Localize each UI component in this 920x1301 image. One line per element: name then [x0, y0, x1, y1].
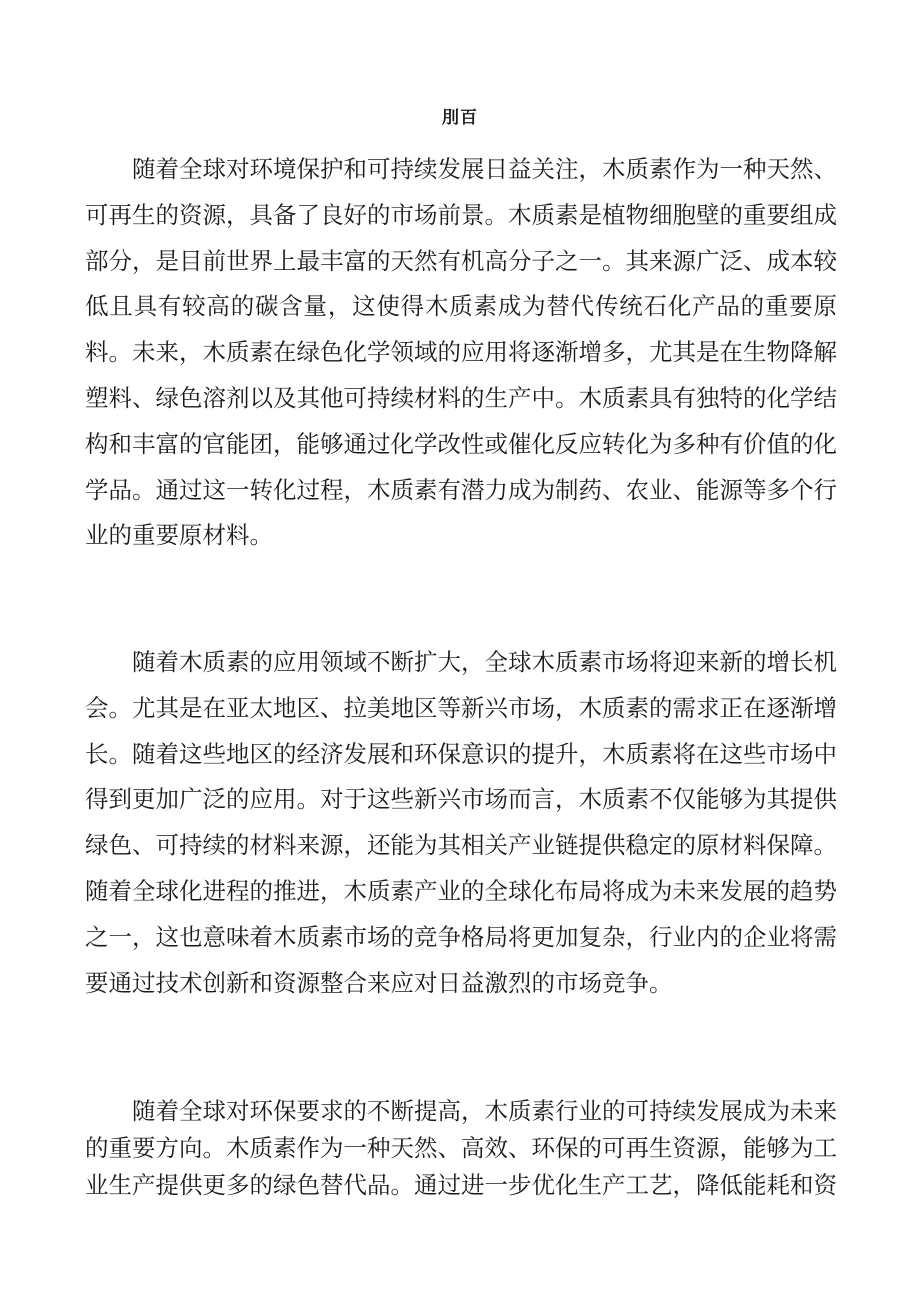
paragraph-2: 随着木质素的应用领域不断扩大，全球木质素市场将迎来新的增长机会。尤其是在亚太地区、拉美地区等新兴市场，木质素的需求正在逐渐增长。随着这些地区的经济发展和环保意识的提升，木质素将在这些市场中得到更加广泛的应用。对于这些新兴市场而言，木质素不仅能够为其提供绿色、可持续的材料来源，还能为其相关产业链提供稳定的原材料保障。随着全球化进程的推进，木质素产业的全球化布局将成为未来发展的趋势之一，这也意味着木质素市场的竞争格局将更加复杂，行业内的企业将需要通过技术创新和资源整合来应对日益激烈的市场竞争。: [85, 648, 837, 997]
paragraph-3: 随着全球对环保要求的不断提高，木质素行业的可持续发展成为未来的重要方向。木质素作为一种天然、高效、环保的可再生资源，能够为工业生产提供更多的绿色替代品。通过进一步优化生产工艺，降低能耗和资: [85, 1097, 837, 1199]
document-heading: 刖百: [442, 108, 478, 128]
paragraph-1: 随着全球对环境保护和可持续发展日益关注，木质素作为一种天然、可再生的资源，具备了良好的市场前景。木质素是植物细胞壁的重要组成部分，是目前世界上最丰富的天然有机高分子之一。其来源广泛、成本较低且具有较高的碳含量，这使得木质素成为替代传统石化产品的重要原料。未来，木质素在绿色化学领域的应用将逐渐增多，尤其是在生物降解塑料、绿色溶剂以及其他可持续材料的生产中。木质素具有独特的化学结构和丰富的官能团，能够通过化学改性或催化反应转化为多种有价值的化学品。通过这一转化过程，木质素有潜力成为制药、农业、能源等多个行业的重要原材料。: [85, 155, 837, 550]
